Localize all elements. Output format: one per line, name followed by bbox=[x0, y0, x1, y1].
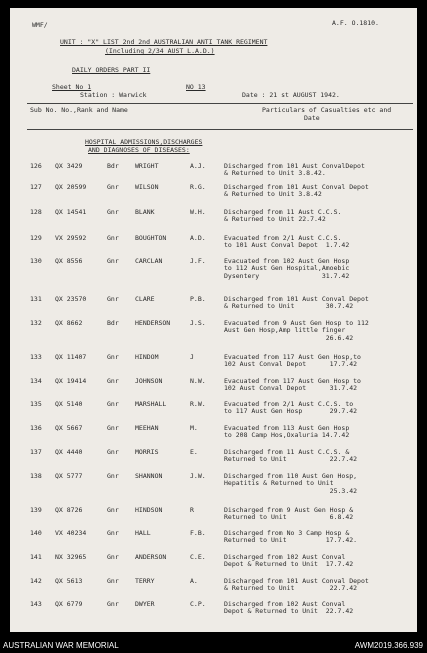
entry-sub-number: 135 bbox=[30, 400, 42, 408]
entry-initials: M. bbox=[190, 424, 198, 432]
entry-service-number: QX 5667 bbox=[55, 424, 83, 432]
entry-initials: A.J. bbox=[190, 162, 206, 170]
entry-surname: HALL bbox=[135, 529, 151, 537]
entry-initials: R.G. bbox=[190, 183, 206, 191]
entry-surname: SHANNON bbox=[135, 472, 163, 480]
entry-rank: Gnr bbox=[107, 448, 119, 456]
entry-particulars: Discharged from 9 Aust Gen Hosp & Returned to Unit 6.8.42 bbox=[224, 506, 354, 522]
entry-particulars: Discharged from 101 Aust Conval Depot & Returned to Unit 22.7.42 bbox=[224, 577, 369, 593]
entry-surname: TERRY bbox=[135, 577, 155, 585]
entry-service-number: QX 4440 bbox=[55, 448, 83, 456]
entry-particulars: Evacuated from 2/1 Aust C.C.S. to to 117 Aust Gen Hosp 29.7.42 bbox=[224, 400, 358, 416]
entry-surname: DWYER bbox=[135, 600, 155, 608]
section-heading-2: AND DIAGNOSES OF DISEASES: bbox=[88, 146, 190, 154]
entry-rank: Gnr bbox=[107, 257, 119, 265]
entry-surname: CLARE bbox=[135, 295, 155, 303]
entry-surname: JOHNSON bbox=[135, 377, 163, 385]
entry-surname: CARCLAN bbox=[135, 257, 163, 265]
entry-service-number: QX 5613 bbox=[55, 577, 83, 585]
entry-surname: HINDSON bbox=[135, 506, 163, 514]
entry-service-number: QX 8556 bbox=[55, 257, 83, 265]
entry-rank: Gnr bbox=[107, 553, 119, 561]
footer-bar bbox=[0, 636, 427, 653]
entry-initials: J.F. bbox=[190, 257, 206, 265]
entry-particulars: Evacuated from 2/1 Aust C.C.S. to 101 Aust Conval Depot 1.7.42 bbox=[224, 234, 350, 250]
entry-initials: C.E. bbox=[190, 553, 206, 561]
entry-rank: Bdr bbox=[107, 319, 119, 327]
entry-sub-number: 129 bbox=[30, 234, 42, 242]
order-date: Date : 21 st AUGUST 1942. bbox=[242, 91, 340, 99]
entry-sub-number: 136 bbox=[30, 424, 42, 432]
entry-initials: A. bbox=[190, 577, 198, 585]
entry-initials: F.B. bbox=[190, 529, 206, 537]
entry-rank: Gnr bbox=[107, 183, 119, 191]
entry-rank: Gnr bbox=[107, 472, 119, 480]
document-page bbox=[10, 8, 417, 632]
entry-service-number: QX 8662 bbox=[55, 319, 83, 327]
entry-initials: R bbox=[190, 506, 194, 514]
entry-sub-number: 143 bbox=[30, 600, 42, 608]
entry-particulars: Discharged from 101 Aust Conval Depot & Returned to Unit 30.7.42 bbox=[224, 295, 369, 311]
entry-surname: MEEHAN bbox=[135, 424, 159, 432]
footer-institution: AUSTRALIAN WAR MEMORIAL bbox=[3, 641, 119, 650]
entry-service-number: QX 19414 bbox=[55, 377, 87, 385]
entry-surname: BLANK bbox=[135, 208, 155, 216]
entry-surname: HENDERSON bbox=[135, 319, 171, 327]
entry-sub-number: 139 bbox=[30, 506, 42, 514]
entry-initials: A.D. bbox=[190, 234, 206, 242]
entry-service-number: QX 23570 bbox=[55, 295, 87, 303]
entry-rank: Gnr bbox=[107, 600, 119, 608]
station: Station : Warwick bbox=[80, 91, 147, 99]
entry-initials: R.W. bbox=[190, 400, 206, 408]
entry-surname: BOUGHTON bbox=[135, 234, 167, 242]
entry-sub-number: 133 bbox=[30, 353, 42, 361]
entry-rank: Gnr bbox=[107, 377, 119, 385]
entry-initials: J bbox=[190, 353, 194, 361]
column-header-sub: Sub No. No.,Rank and Name bbox=[30, 106, 128, 114]
entry-surname: MARSHALL bbox=[135, 400, 167, 408]
entry-sub-number: 130 bbox=[30, 257, 42, 265]
entry-sub-number: 128 bbox=[30, 208, 42, 216]
entry-rank: Gnr bbox=[107, 400, 119, 408]
entry-service-number: QX 5777 bbox=[55, 472, 83, 480]
order-number: NO 13 bbox=[186, 83, 206, 91]
entry-particulars: Evacuated from 9 Aust Gen Hosp to 112 Aust Gen Hosp,Amp little finger 26.6.42 bbox=[224, 319, 369, 342]
corner-mark: WMF/ bbox=[32, 21, 48, 29]
entry-service-number: QX 6779 bbox=[55, 600, 83, 608]
entry-sub-number: 131 bbox=[30, 295, 42, 303]
entry-rank: Gnr bbox=[107, 529, 119, 537]
entry-particulars: Discharged from 102 Aust Conval Depot & Returned to Unit 22.7.42 bbox=[224, 600, 354, 616]
entry-service-number: QX 11407 bbox=[55, 353, 87, 361]
entry-particulars: Discharged from 101 Aust ConvalDepot & Returned to Unit 3.8.42. bbox=[224, 162, 365, 178]
entry-particulars: Evacuated from 102 Aust Gen Hosp to 112 Aust Gen Hospital,Amoebic Dysentery 31.7.42 bbox=[224, 257, 350, 280]
entry-rank: Gnr bbox=[107, 506, 119, 514]
header-rule-top bbox=[27, 103, 413, 104]
entry-rank: Gnr bbox=[107, 295, 119, 303]
entry-sub-number: 132 bbox=[30, 319, 42, 327]
entry-rank: Gnr bbox=[107, 577, 119, 585]
entry-sub-number: 142 bbox=[30, 577, 42, 585]
footer-accession: AWM2019.366.939 bbox=[354, 641, 423, 650]
entry-rank: Gnr bbox=[107, 234, 119, 242]
entry-service-number: QX 5140 bbox=[55, 400, 83, 408]
entry-service-number: VX 40234 bbox=[55, 529, 87, 537]
entry-rank: Gnr bbox=[107, 208, 119, 216]
entry-initials: J.W. bbox=[190, 472, 206, 480]
entry-initials: W.H. bbox=[190, 208, 206, 216]
entry-rank: Gnr bbox=[107, 353, 119, 361]
entry-initials: P.B. bbox=[190, 295, 206, 303]
header-rule-bottom bbox=[27, 129, 413, 130]
entry-initials: E. bbox=[190, 448, 198, 456]
entry-sub-number: 140 bbox=[30, 529, 42, 537]
section-heading-1: HOSPITAL ADMISSIONS,DISCHARGES bbox=[85, 138, 203, 146]
entry-service-number: QX 3429 bbox=[55, 162, 83, 170]
entry-initials: J.S. bbox=[190, 319, 206, 327]
entry-surname: MORRIS bbox=[135, 448, 159, 456]
daily-orders-title: DAILY ORDERS PART II bbox=[72, 66, 151, 74]
entry-particulars: Discharged from 101 Aust Conval Depot & Returned to Unit 3.8.42 bbox=[224, 183, 369, 199]
entry-particulars: Discharged from 11 Aust C.C.S. & Returned to Unit 22.7.42 bbox=[224, 208, 342, 224]
entry-surname: HINDOM bbox=[135, 353, 159, 361]
column-header-date: Date bbox=[304, 114, 320, 122]
entry-service-number: QX 20599 bbox=[55, 183, 87, 191]
entry-service-number: QX 8726 bbox=[55, 506, 83, 514]
entry-sub-number: 134 bbox=[30, 377, 42, 385]
entry-initials: N.W. bbox=[190, 377, 206, 385]
entry-particulars: Discharged from No 3 Camp Hosp & Returned to Unit 17.7.42. bbox=[224, 529, 358, 545]
entry-surname: WRIGHT bbox=[135, 162, 159, 170]
entry-service-number: VX 29592 bbox=[55, 234, 87, 242]
entry-particulars: Evacuated from 117 Aust Gen Hosp,to 102 Aust Conval Depot 17.7.42 bbox=[224, 353, 361, 369]
entry-sub-number: 126 bbox=[30, 162, 42, 170]
entry-particulars: Evacuated from 117 Aust Gen Hosp to 102 Aust Conval Depot 31.7.42 bbox=[224, 377, 361, 393]
entry-service-number: QX 14541 bbox=[55, 208, 87, 216]
sheet-number: Sheet No 1 bbox=[52, 83, 92, 91]
entry-surname: ANDERSON bbox=[135, 553, 167, 561]
entry-sub-number: 138 bbox=[30, 472, 42, 480]
column-header-particulars: Particulars of Casualties etc and bbox=[262, 106, 392, 114]
entry-particulars: Evacuated from 113 Aust Gen Hosp to 208 Camp Hos,Oxaluria 14.7.42 bbox=[224, 424, 350, 440]
entry-surname: WILSON bbox=[135, 183, 159, 191]
entry-sub-number: 127 bbox=[30, 183, 42, 191]
entry-service-number: NX 32965 bbox=[55, 553, 87, 561]
reference-number: A.F. O.1810. bbox=[332, 19, 379, 27]
unit-subline: (Including 2/34 AUST L.A.D.) bbox=[105, 47, 215, 55]
entry-sub-number: 137 bbox=[30, 448, 42, 456]
entry-particulars: Discharged from 11 Aust C.C.S. & Returned to Unit 22.7.42 bbox=[224, 448, 358, 464]
entry-particulars: Discharged from 110 Aust Gen Hosp, Hepatitis & Returned to Unit 25.3.42 bbox=[224, 472, 358, 495]
entry-particulars: Discharged from 102 Aust Conval Depot & Returned to Unit 17.7.42 bbox=[224, 553, 354, 569]
entry-sub-number: 141 bbox=[30, 553, 42, 561]
entry-rank: Bdr bbox=[107, 162, 119, 170]
entry-initials: C.P. bbox=[190, 600, 206, 608]
entry-rank: Gnr bbox=[107, 424, 119, 432]
unit-line: UNIT : "X" LIST 2nd 2nd AUSTRALIAN ANTI TANK REGIMENT bbox=[60, 38, 268, 46]
